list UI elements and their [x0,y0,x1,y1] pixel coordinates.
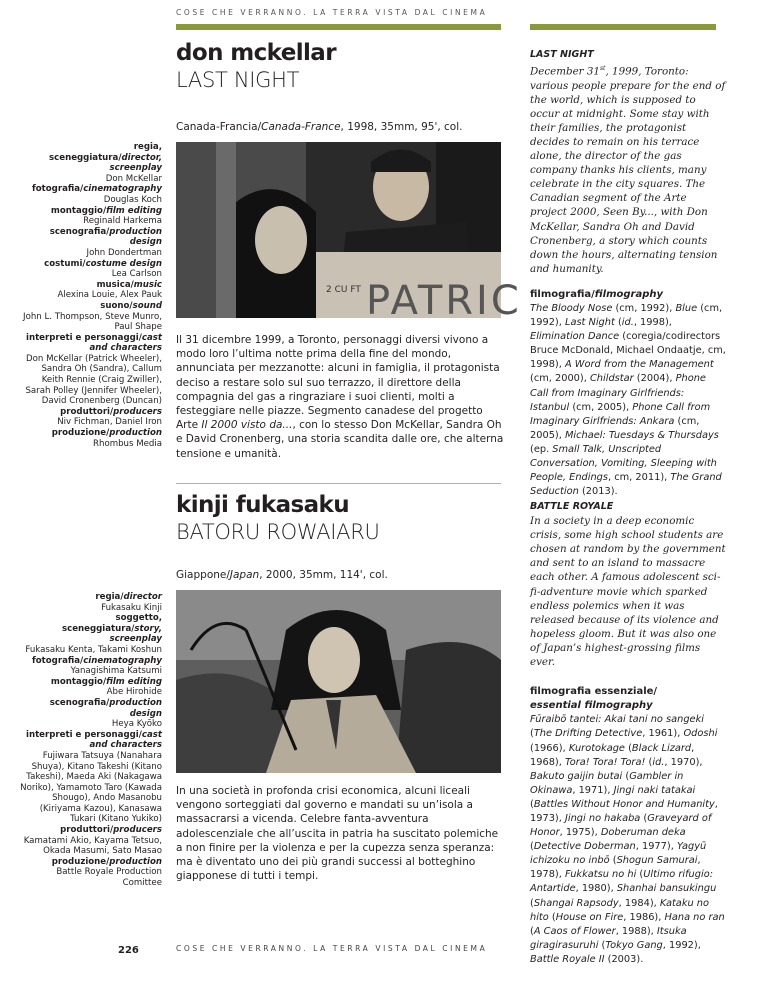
credit-role: suono/sound [100,300,162,311]
credit-role: regia/director [95,592,162,602]
film1-still-photo [176,142,522,324]
film1-filmo-heading: filmografia/filmography [530,288,664,300]
photo-box-label-small: 2 CU FT [326,285,361,295]
credit-role: costumi/costume design [44,258,162,269]
credit-role: regia, sceneggiatura/director, screenplay [49,142,162,174]
film1-director: don mckellar [176,40,336,66]
film1-filmography: The Bloody Nose (cm, 1992), Blue (cm, 1992), Last Night (id., 1998), Elimination Dance (coregia/codirectors Bruce McDonald, Michael Ondaatje, cm, 1998), A Word from the Management (cm, 2000), Childstar (2004), Phone Call from Imaginary Girlfriends: Istanbul (cm, 2005), Phone Call from Imaginary Girlfriends: Ankara (cm, 2005), Michael: Tuesdays & Thursdays (ep. Small Talk, Unscripted Conversation, Vomiting, Sleeping with People, Endings, cm, 2011), The Grand Seduction (2013). [530,303,726,498]
section-divider [176,483,501,484]
credit-names: John Dondertman [86,247,162,258]
film2-right-column [530,500,726,967]
credit-role: scenografia/production design [49,697,162,719]
running-header: COSE CHE VERRANNO. LA TERRA VISTA DAL CINEMA [176,8,488,17]
credit-names: Lea Carlson [111,269,162,280]
credit-names: Reginald Harkema [83,216,162,227]
film2-synopsis-it: In una società in profonda crisi economica, alcuni liceali vengono sorteggiati dal governo e mandati su un’isola a massacrarsi a vicenda. Celebre fanta-avventura adolescenziale che all’uscita in patria ha suscitato polemiche a non finire per la violenza e per la cupezza senza speranza: ma è diventato uno dei più grandi successi al botteghino giapponese di tutti i tempi. [176,785,499,883]
film2-director: kinji fukasaku [176,492,350,518]
credit-role: produzione/production [51,428,162,439]
header-bar-left [176,24,501,30]
credit-names: Fukasaku Kinji [101,602,162,613]
film2-filmo-heading: filmografia essenziale/ essential filmography [530,686,658,712]
credit-role: interpreti e personaggi/cast and characters [26,729,162,751]
film1-right-column [530,48,726,499]
credit-names: Fukasaku Kenta, Takami Koshun [25,644,162,655]
credit-names: Douglas Koch [103,194,162,205]
credit-role: fotografia/cinematography [32,655,162,666]
film1-synopsis-en: December 31st, 1999, Toronto: various people prepare for the end of the world, which is supposed to occur at midnight. Some stay with their families, the protagonist decides to remain on his terrace alone, the director of the gas company thanks his clients, many celebrate in the city squares. The Canadian segment of the Arte project 2000, Seen By..., with Don McKellar, Sandra Oh and David Cronenberg, a story which counts down the hours, alternating tension and humanity. [530,65,726,275]
film1-synopsis-it: Il 31 dicembre 1999, a Toronto, personaggi diversi vivono a modo loro l’ultima notte prima della fine del mondo, annunciata per mezzanotte: alcuni in famiglia, il protagonista deciso a restare solo sul suo terrazzo, il direttore della compagnia del gas a ringraziare i suoi clienti, molti a festeggiare nelle piazze. Segmento canadese del progetto Arte Il 2000 visto da..., con lo stesso Don McKellar, Sandra Oh e David Cronenberg, una storia scandita dalle ore, che alterna tensione e umanità. [176,334,504,460]
credit-names: Don McKellar [105,173,162,184]
film1-credits [20,142,162,449]
photo-box-label-large: PATRIC [366,278,522,324]
credit-names: Battle Royale Production Comittee [56,867,162,889]
film2-country-line: Giappone/Japan, 2000, 35mm, 114', col. [176,569,388,581]
credit-role: musica/music [96,279,162,290]
running-footer: COSE CHE VERRANNO. LA TERRA VISTA DAL CINEMA [176,944,488,953]
film1-title: LAST NIGHT [176,68,300,92]
credit-role: scenografia/production design [49,226,162,248]
credit-names: Fujiwara Tatsuya (Nanahara Shuya), Kitano Takeshi (Kitano Takeshi), Maeda Aki (Nakagawa Noriko), Yamamoto Taro (Kawada Shougo), Ando Masanobu (Kiriyama Kazou), Kanasawa Tukari (Kitano Yukiko) [20,750,162,825]
credit-names: Kamatami Akio, Kayama Tetsuo, Okada Masumi, Sato Masao [23,835,162,857]
credit-role: fotografia/cinematography [32,184,162,195]
film2-synopsis-en: In a society in a deep economic crisis, some high school students are chosen at random by the government and sent to an island to massacre each other. A famous adolescent sci-fi-adventure movie which sparked endless polemics when it was released because of its violence and hopeless gloom. But it was also one of Japan’s highest-grossing films ever. [530,515,726,669]
credit-role: soggetto, sceneggiatura/story, screenplay [61,613,162,645]
credit-role: produzione/production [51,856,162,867]
film2-still-photo [176,590,501,773]
credit-role: montaggio/film editing [50,676,162,687]
credit-role: interpreti e personaggi/cast and characters [26,332,162,354]
film2-filmography: Fūraibō tantei: Akai tani no sangeki (The Drifting Detective, 1961), Odoshi (1966), Kurotokage (Black Lizard, 1968), Tora! Tora! Tora! (id., 1970), Bakuto gaijin butai (Gambler in Okinawa, 1971), Jingi naki tatakai (Battles Without Honor and Humanity, 1973), Jingi no hakaba (Graveyard of Honor, 1975), Doberuman deka (Detective Doberman, 1977), Yagyū ichizoku no inbō (Shogun Samurai, 1978), Fukkatsu no hi (Ultimo rifugio: Antartide, 1980), Shanhai bansukingu (Shangai Rapsody, 1984), Kataku no hito (House on Fire, 1986), Hana no ran (A Caos of Flower, 1988), Itsuka giragirasuruhi (Tokyo Gang, 1992), Battle Royale II (2003). [530,714,725,965]
credit-names: Niv Fichman, Daniel Iron [57,417,162,428]
credit-role: montaggio/film editing [50,205,162,216]
film2-title: BATORU ROWAIARU [176,520,380,544]
page-number: 226 [118,945,139,956]
credit-names: Rhombus Media [93,438,162,449]
film1-country-line: Canada-Francia/Canada-France, 1998, 35mm, 95', col. [176,121,463,133]
header-bar-right [530,24,716,30]
credit-names: John L. Thompson, Steve Munro, Paul Shape [23,311,162,333]
credit-names: Alexina Louie, Alex Pauk [57,290,162,301]
credit-names: Don McKellar (Patrick Wheeler), Sandra Oh (Sandra), Callum Keith Rennie (Craig Zwiller), Sarah Polley (Jennifer Wheeler), David Cronenberg (Duncan) [25,353,162,407]
credit-names: Heya Kyōko [111,719,162,730]
credit-role: produttori/producers [60,825,162,836]
credit-names: Yanagishima Katsumi [70,666,162,677]
film2-credits [20,592,162,889]
film2-en-title: BATTLE ROYALE [530,501,614,512]
film1-en-title: LAST NIGHT [530,49,594,60]
credit-role: produttori/producers [60,406,162,417]
credit-names: Abe Hirohide [106,687,162,698]
